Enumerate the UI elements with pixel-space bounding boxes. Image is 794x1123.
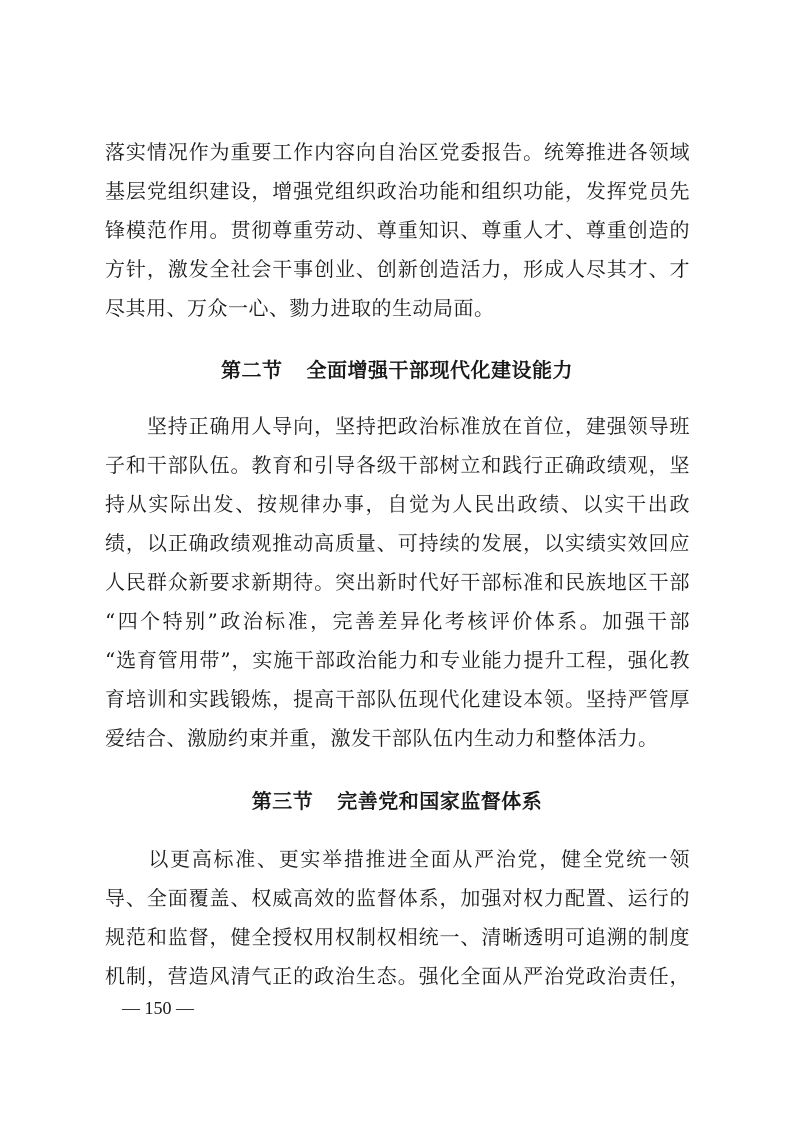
- paragraph-line: 持从实际出发、按规律办事，自觉为人民出政绩、以实干出政: [105, 492, 690, 516]
- paragraph-line: 以更高标准、更实举措推进全面从严治党，健全党统一领: [105, 847, 690, 871]
- paragraph-line: 基层党组织建设，增强党组织政治功能和组织功能，发挥党员先: [105, 179, 690, 203]
- paragraph-1: [105, 133, 690, 328]
- paragraph-line: 育培训和实践锻炼，提高干部队伍现代化建设本领。坚持严管厚: [105, 687, 690, 711]
- paragraph-3: [105, 840, 690, 996]
- paragraph-line: 锋模范作用。贯彻尊重劳动、尊重知识、尊重人才、尊重创造的: [105, 218, 690, 242]
- page-number: — 150 —: [122, 998, 194, 1018]
- section-number: 第二节: [221, 358, 283, 382]
- paragraph-line: “选育管用带”，实施干部政治能力和专业能力提升工程，强化教: [105, 648, 690, 672]
- paragraph-line: 导、全面覆盖、权威高效的监督体系，加强对权力配置、运行的: [105, 886, 690, 910]
- section-title: 完善党和国家监督体系: [337, 789, 543, 813]
- paragraph-line: 坚持正确用人导向，坚持把政治标准放在首位，建强领导班: [105, 414, 690, 438]
- paragraph-line: 尽其用、万众一心、勠力进取的生动局面。: [105, 296, 495, 320]
- section-heading-2: [0, 354, 794, 383]
- paragraph-line: 绩，以正确政绩观推动高质量、可持续的发展，以实绩实效回应: [105, 531, 690, 555]
- paragraph-line: 规范和监督，健全授权用权制权相统一、清晰透明可追溯的制度: [105, 925, 690, 949]
- section-number: 第三节: [251, 789, 314, 813]
- paragraph-line: “四个特别”政治标准，完善差异化考核评价体系。加强干部: [105, 609, 690, 633]
- paragraph-line: 方针，激发全社会干事创业、创新创造活力，形成人尽其才、才: [105, 257, 690, 281]
- paragraph-line: 落实情况作为重要工作内容向自治区党委报告。统筹推进各领域: [105, 140, 690, 164]
- section-heading-3: [0, 785, 794, 814]
- paragraph-2: [105, 407, 690, 758]
- paragraph-line: 人民群众新要求新期待。突出新时代好干部标准和民族地区干部: [105, 570, 690, 594]
- paragraph-line: 子和干部队伍。教育和引导各级干部树立和践行正确政绩观，坚: [105, 453, 690, 477]
- section-title: 全面增强干部现代化建设能力: [306, 358, 573, 382]
- paragraph-line: 机制，营造风清气正的政治生态。强化全面从严治党政治责任，: [105, 964, 690, 988]
- paragraph-line: 爱结合、激励约束并重，激发干部队伍内生动力和整体活力。: [105, 726, 659, 750]
